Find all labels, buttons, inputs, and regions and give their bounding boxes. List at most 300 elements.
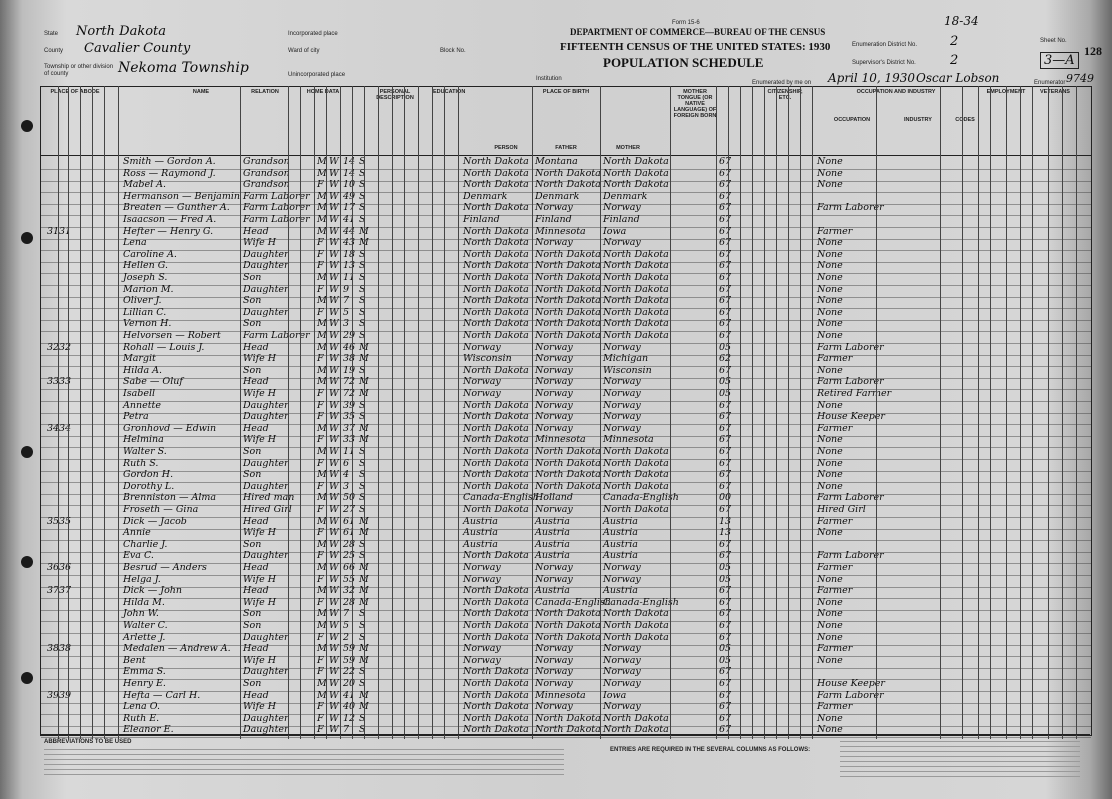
cell-m: M [359,388,369,399]
cell-sex: M [317,225,327,237]
cell-code: 67 [719,202,732,214]
cell-sex: M [317,643,327,655]
cell-father: Canada-English [535,596,611,608]
cell-occ: None [817,272,843,283]
cell-age: 4 [343,469,350,481]
header-occupation: OCCUPATION AND INDUSTRY [856,89,936,95]
cell-name: Lena O. [123,701,160,713]
cell-sex: F [317,712,324,724]
cell-father: North Dakota [535,260,601,272]
cell-race: W [329,724,339,736]
cell-occ: None [817,283,843,295]
enumerated-label: Enumerated by me on [752,80,812,86]
cell-sex: F [317,434,324,446]
cell-rel: Son [243,469,262,481]
cell-father: Norway [535,701,573,713]
cell-code: 13 [719,515,732,527]
cell-sex: M [317,492,327,504]
cell-f: 34 [59,422,72,434]
cell-code: 67 [719,666,732,678]
enumeration-top: 18-34 [944,14,979,28]
cell-rel: Daughter [243,399,289,411]
cell-name: Breaten — Gunther A. [123,202,230,214]
cell-rel: Head [243,341,269,353]
supervisor-label: Supervisor's District No. [852,60,916,66]
cell-d: 37 [47,585,60,597]
cell-father: Norway [535,573,573,585]
cell-m: S [359,492,366,504]
cell-occ: Farmer [817,643,853,655]
cell-code: 67 [719,330,732,341]
cell-mother: Austria [603,538,638,550]
cell-name: Eva C. [123,550,154,562]
footer-abbreviations: ABBREVIATIONS TO BE USED [44,739,132,745]
cell-mother: Austria [603,515,638,527]
cell-sex: M [317,318,327,330]
cell-rel: Head [243,422,269,434]
cell-name: Besrud — Anders [123,562,207,573]
cell-sex: F [317,631,324,643]
cell-m: S [359,364,366,376]
cell-age: 55 [343,573,356,585]
cell-occ: Retired Farmer [817,388,892,399]
cell-mother: North Dakota [603,446,669,457]
cell-occ: Hired Girl [817,504,866,515]
township-label: Township or other division of county [44,64,114,77]
header-employment: EMPLOYMENT [986,89,1026,95]
cell-m: S [359,631,366,643]
cell-name: Sabe — Oluf [123,376,183,388]
cell-name: Dick — John [123,585,183,597]
cell-rel: Son [243,295,262,307]
subheader-mother: MOTHER [616,145,640,151]
cell-occ: Farm Laborer [817,550,884,562]
cell-sex: M [317,515,327,527]
cell-age: 59 [343,654,356,666]
cell-code: 67 [719,550,732,562]
column-headers [41,87,1091,156]
cell-mother: Norway [603,643,641,655]
cell-age: 39 [343,399,356,411]
cell-name: Annette [123,399,161,411]
cell-race: W [329,202,339,214]
cell-occ: Farmer [817,225,853,237]
cell-sex: F [317,596,324,608]
cell-father: Holland [535,492,573,504]
cell-rel: Head [243,643,269,655]
cell-age: 7 [343,608,350,620]
cell-f: 33 [59,376,72,388]
cell-name: Hermanson — Benjamin [123,190,240,202]
cell-birth: North Dakota [463,608,529,620]
cell-d: 31 [47,225,60,237]
cell-age: 61 [343,515,356,527]
subheader-father: FATHER [555,145,577,151]
cell-birth: North Dakota [463,422,529,434]
cell-m: M [359,434,369,446]
cell-mother: North Dakota [603,260,669,272]
cell-father: Norway [535,562,573,573]
cell-father: Norway [535,341,573,353]
cell-m: M [359,701,369,713]
cell-m: M [359,643,369,655]
cell-name: Smith — Gordon A. [123,156,216,167]
cell-father: North Dakota [535,620,601,631]
cell-name: Ruth S. [123,457,159,469]
cell-race: W [329,504,339,515]
cell-m: S [359,724,366,736]
cell-father: Minnesota [535,225,586,237]
cell-m: S [359,469,366,481]
cell-code: 67 [719,156,732,167]
cell-name: Hilda M. [123,596,165,608]
cell-occ: None [817,260,843,272]
cell-birth: North Dakota [463,306,529,318]
cell-race: W [329,190,339,202]
cell-birth: North Dakota [463,585,529,597]
cell-code: 67 [719,214,732,225]
cell-mother: Iowa [603,689,627,701]
cell-age: 14 [343,156,356,167]
cell-occ: None [817,608,843,620]
cell-rel: Wife H [243,701,277,713]
cell-father: North Dakota [535,295,601,307]
cell-rel: Son [243,678,262,689]
cell-sex: M [317,364,327,376]
cell-birth: North Dakota [463,295,529,307]
cell-age: 18 [343,248,356,260]
cell-occ: None [817,364,843,376]
cell-birth: North Dakota [463,480,529,492]
cell-sex: F [317,179,324,191]
cell-code: 67 [719,283,732,295]
cell-sex: F [317,457,324,469]
cell-age: 28 [343,596,356,608]
header-birth: PLACE OF BIRTH [542,89,590,95]
cell-rel: Grandson [243,156,290,167]
cell-sex: M [317,167,327,179]
cell-sex: M [317,585,327,597]
cell-race: W [329,701,339,713]
cell-mother: Norway [603,237,641,249]
cell-father: Austria [535,550,570,562]
cell-name: Bent [123,654,146,666]
cell-m: M [359,585,369,597]
cell-race: W [329,620,339,631]
cell-birth: North Dakota [463,504,529,515]
cell-mother: Canada-English [603,596,679,608]
header-relation: RELATION [251,89,279,95]
cell-name: Lena [123,237,147,249]
cell-occ: None [817,318,843,330]
cell-race: W [329,318,339,330]
cell-rel: Head [243,585,269,597]
cell-name: Hefta — Carl H. [123,689,201,701]
cell-code: 67 [719,596,732,608]
cell-father: Norway [535,364,573,376]
enumerated-date: April 10, 1930 [828,71,916,85]
agency-heading: DEPARTMENT OF COMMERCE—BUREAU OF THE CENSUS [570,27,826,37]
cell-sex: M [317,341,327,353]
sheet-value: 3—A [1040,52,1079,69]
cell-rel: Daughter [243,550,289,562]
cell-mother: North Dakota [603,631,669,643]
cell-m: M [359,422,369,434]
cell-rel: Farm Laborer [243,214,310,225]
population-table [40,86,1092,736]
cell-sex: F [317,260,324,272]
cell-sex: M [317,156,327,167]
cell-m: S [359,678,366,689]
cell-age: 25 [343,550,356,562]
cell-code: 67 [719,306,732,318]
cell-race: W [329,295,339,307]
cell-age: 59 [343,643,356,655]
cell-sex: F [317,550,324,562]
cell-sex: M [317,689,327,701]
cell-name: Oliver J. [123,295,162,307]
cell-m: M [359,341,369,353]
cell-birth: Wisconsin [463,353,512,365]
cell-race: W [329,527,339,539]
cell-birth: North Dakota [463,631,529,643]
cell-m: M [359,596,369,608]
county-label: County [44,48,64,54]
cell-father: Norway [535,504,573,515]
cell-m: S [359,318,366,330]
cell-m: M [359,353,369,365]
cell-birth: North Dakota [463,434,529,446]
cell-name: Vernon H. [123,318,172,330]
cell-occ: None [817,248,843,260]
cell-m: M [359,376,369,388]
cell-rel: Wife H [243,573,277,585]
cell-mother: North Dakota [603,156,669,167]
subheader-person: PERSON [494,145,518,151]
cell-father: North Dakota [535,306,601,318]
cell-mother: North Dakota [603,272,669,283]
cell-mother: Norway [603,341,641,353]
cell-mother: Norway [603,678,641,689]
cell-m: S [359,620,366,631]
cell-code: 67 [719,457,732,469]
cell-race: W [329,446,339,457]
cell-name: Hefter — Henry G. [123,225,214,237]
cell-sex: M [317,608,327,620]
cell-age: 44 [343,225,356,237]
cell-sex: F [317,411,324,423]
cell-rel: Daughter [243,411,289,423]
sheet-label: Sheet No. [1040,38,1067,44]
cell-m: S [359,538,366,550]
cell-sex: M [317,469,327,481]
cell-age: 2 [343,631,350,643]
cell-race: W [329,341,339,353]
cell-age: 37 [343,422,356,434]
cell-mother: Norway [603,573,641,585]
cell-age: 38 [343,353,356,365]
cell-f: 35 [59,515,72,527]
cell-age: 72 [343,376,356,388]
cell-race: W [329,538,339,550]
cell-birth: North Dakota [463,330,529,341]
cell-birth: North Dakota [463,272,529,283]
cell-birth: North Dakota [463,237,529,249]
cell-birth: North Dakota [463,596,529,608]
cell-race: W [329,156,339,167]
cell-father: Austria [535,527,570,539]
cell-occ: None [817,469,843,481]
cell-code: 67 [719,237,732,249]
cell-father: North Dakota [535,712,601,724]
cell-code: 05 [719,573,732,585]
subheader-industry: INDUSTRY [904,117,932,123]
cell-m: M [359,237,369,249]
cell-m: M [359,515,369,527]
footer-entries: ENTRIES ARE REQUIRED IN THE SEVERAL COLUMNS AS FOLLOWS: [610,747,811,753]
township-value: Nekoma Township [118,60,249,76]
cell-m: S [359,306,366,318]
cell-father: North Dakota [535,248,601,260]
cell-code: 05 [719,388,732,399]
cell-birth: Norway [463,654,501,666]
cell-mother: North Dakota [603,504,669,515]
cell-age: 43 [343,237,356,249]
header-home: HOME DATA [306,89,340,95]
cell-race: W [329,353,339,365]
cell-race: W [329,179,339,191]
cell-race: W [329,562,339,573]
cell-age: 33 [343,434,356,446]
cell-occ: None [817,457,843,469]
cell-race: W [329,306,339,318]
cell-name: Charlie J. [123,538,168,550]
cell-code: 67 [719,712,732,724]
cell-code: 67 [719,167,732,179]
cell-race: W [329,376,339,388]
cell-birth: North Dakota [463,364,529,376]
cell-race: W [329,283,339,295]
cell-age: 6 [343,457,350,469]
cell-mother: North Dakota [603,712,669,724]
cell-age: 7 [343,724,350,736]
cell-birth: North Dakota [463,620,529,631]
cell-name: Petra [123,411,149,423]
cell-name: Margit [123,353,156,365]
cell-sex: M [317,678,327,689]
cell-race: W [329,678,339,689]
cell-m: M [359,562,369,573]
cell-age: 27 [343,504,356,515]
cell-name: Annie [123,527,151,539]
cell-occ: None [817,654,843,666]
cell-m: M [359,225,369,237]
cell-mother: Norway [603,202,641,214]
cell-birth: North Dakota [463,701,529,713]
cell-occ: Farm Laborer [817,376,884,388]
cell-sex: F [317,353,324,365]
cell-father: Austria [535,515,570,527]
cell-age: 10 [343,179,356,191]
cell-rel: Daughter [243,248,289,260]
stamp-number: 9749 [1066,72,1094,85]
cell-f: 36 [59,562,72,573]
cell-occ: None [817,527,843,539]
cell-age: 41 [343,214,356,225]
cell-d: 33 [47,376,60,388]
cell-father: Minnesota [535,434,586,446]
cell-race: W [329,167,339,179]
cell-mother: North Dakota [603,330,669,341]
cell-mother: North Dakota [603,608,669,620]
cell-name: Dick — Jacob [123,515,187,527]
cell-name: Medalen — Andrew A. [123,643,231,655]
cell-age: 66 [343,562,356,573]
cell-rel: Son [243,318,262,330]
cell-occ: House Keeper [817,411,885,423]
cell-occ: None [817,712,843,724]
cell-name: Walter C. [123,620,168,631]
cell-age: 17 [343,202,356,214]
cell-father: Norway [535,388,573,399]
cell-father: North Dakota [535,469,601,481]
cell-father: Minnesota [535,689,586,701]
enumerator-name: Oscar Lobson [916,71,1000,85]
cell-race: W [329,434,339,446]
cell-sex: F [317,527,324,539]
cell-sex: M [317,202,327,214]
cell-m: S [359,446,366,457]
cell-mother: North Dakota [603,318,669,330]
cell-code: 67 [719,434,732,446]
cell-m: S [359,666,366,678]
cell-code: 67 [719,446,732,457]
cell-father: Norway [535,399,573,411]
enumerator-suffix: Enumerator [1034,80,1066,86]
cell-rel: Son [243,272,262,283]
cell-birth: Norway [463,643,501,655]
cell-mother: Minnesota [603,434,654,446]
cell-occ: None [817,399,843,411]
cell-birth: Denmark [463,190,508,202]
cell-rel: Head [243,515,269,527]
cell-sex: F [317,237,324,249]
cell-birth: North Dakota [463,457,529,469]
cell-race: W [329,608,339,620]
cell-name: Froseth — Gina [123,504,199,515]
cell-father: North Dakota [535,179,601,191]
cell-race: W [329,712,339,724]
cell-mother: Wisconsin [603,364,652,376]
cell-code: 67 [719,225,732,237]
cell-sex: F [317,654,324,666]
cell-name: Mabel A. [123,179,167,191]
cell-rel: Farm Laborer [243,202,310,214]
cell-age: 5 [343,306,350,318]
cell-m: S [359,202,366,214]
cell-mother: Norway [603,562,641,573]
cell-birth: Norway [463,341,501,353]
subheader-occupation: OCCUPATION [833,117,871,123]
cell-age: 5 [343,620,350,631]
cell-code: 67 [719,469,732,481]
cell-occ: Farmer [817,515,853,527]
cell-f: 37 [59,585,72,597]
cell-occ: None [817,237,843,249]
cell-occ: None [817,446,843,457]
cell-race: W [329,596,339,608]
cell-name: Arlette J. [123,631,166,643]
